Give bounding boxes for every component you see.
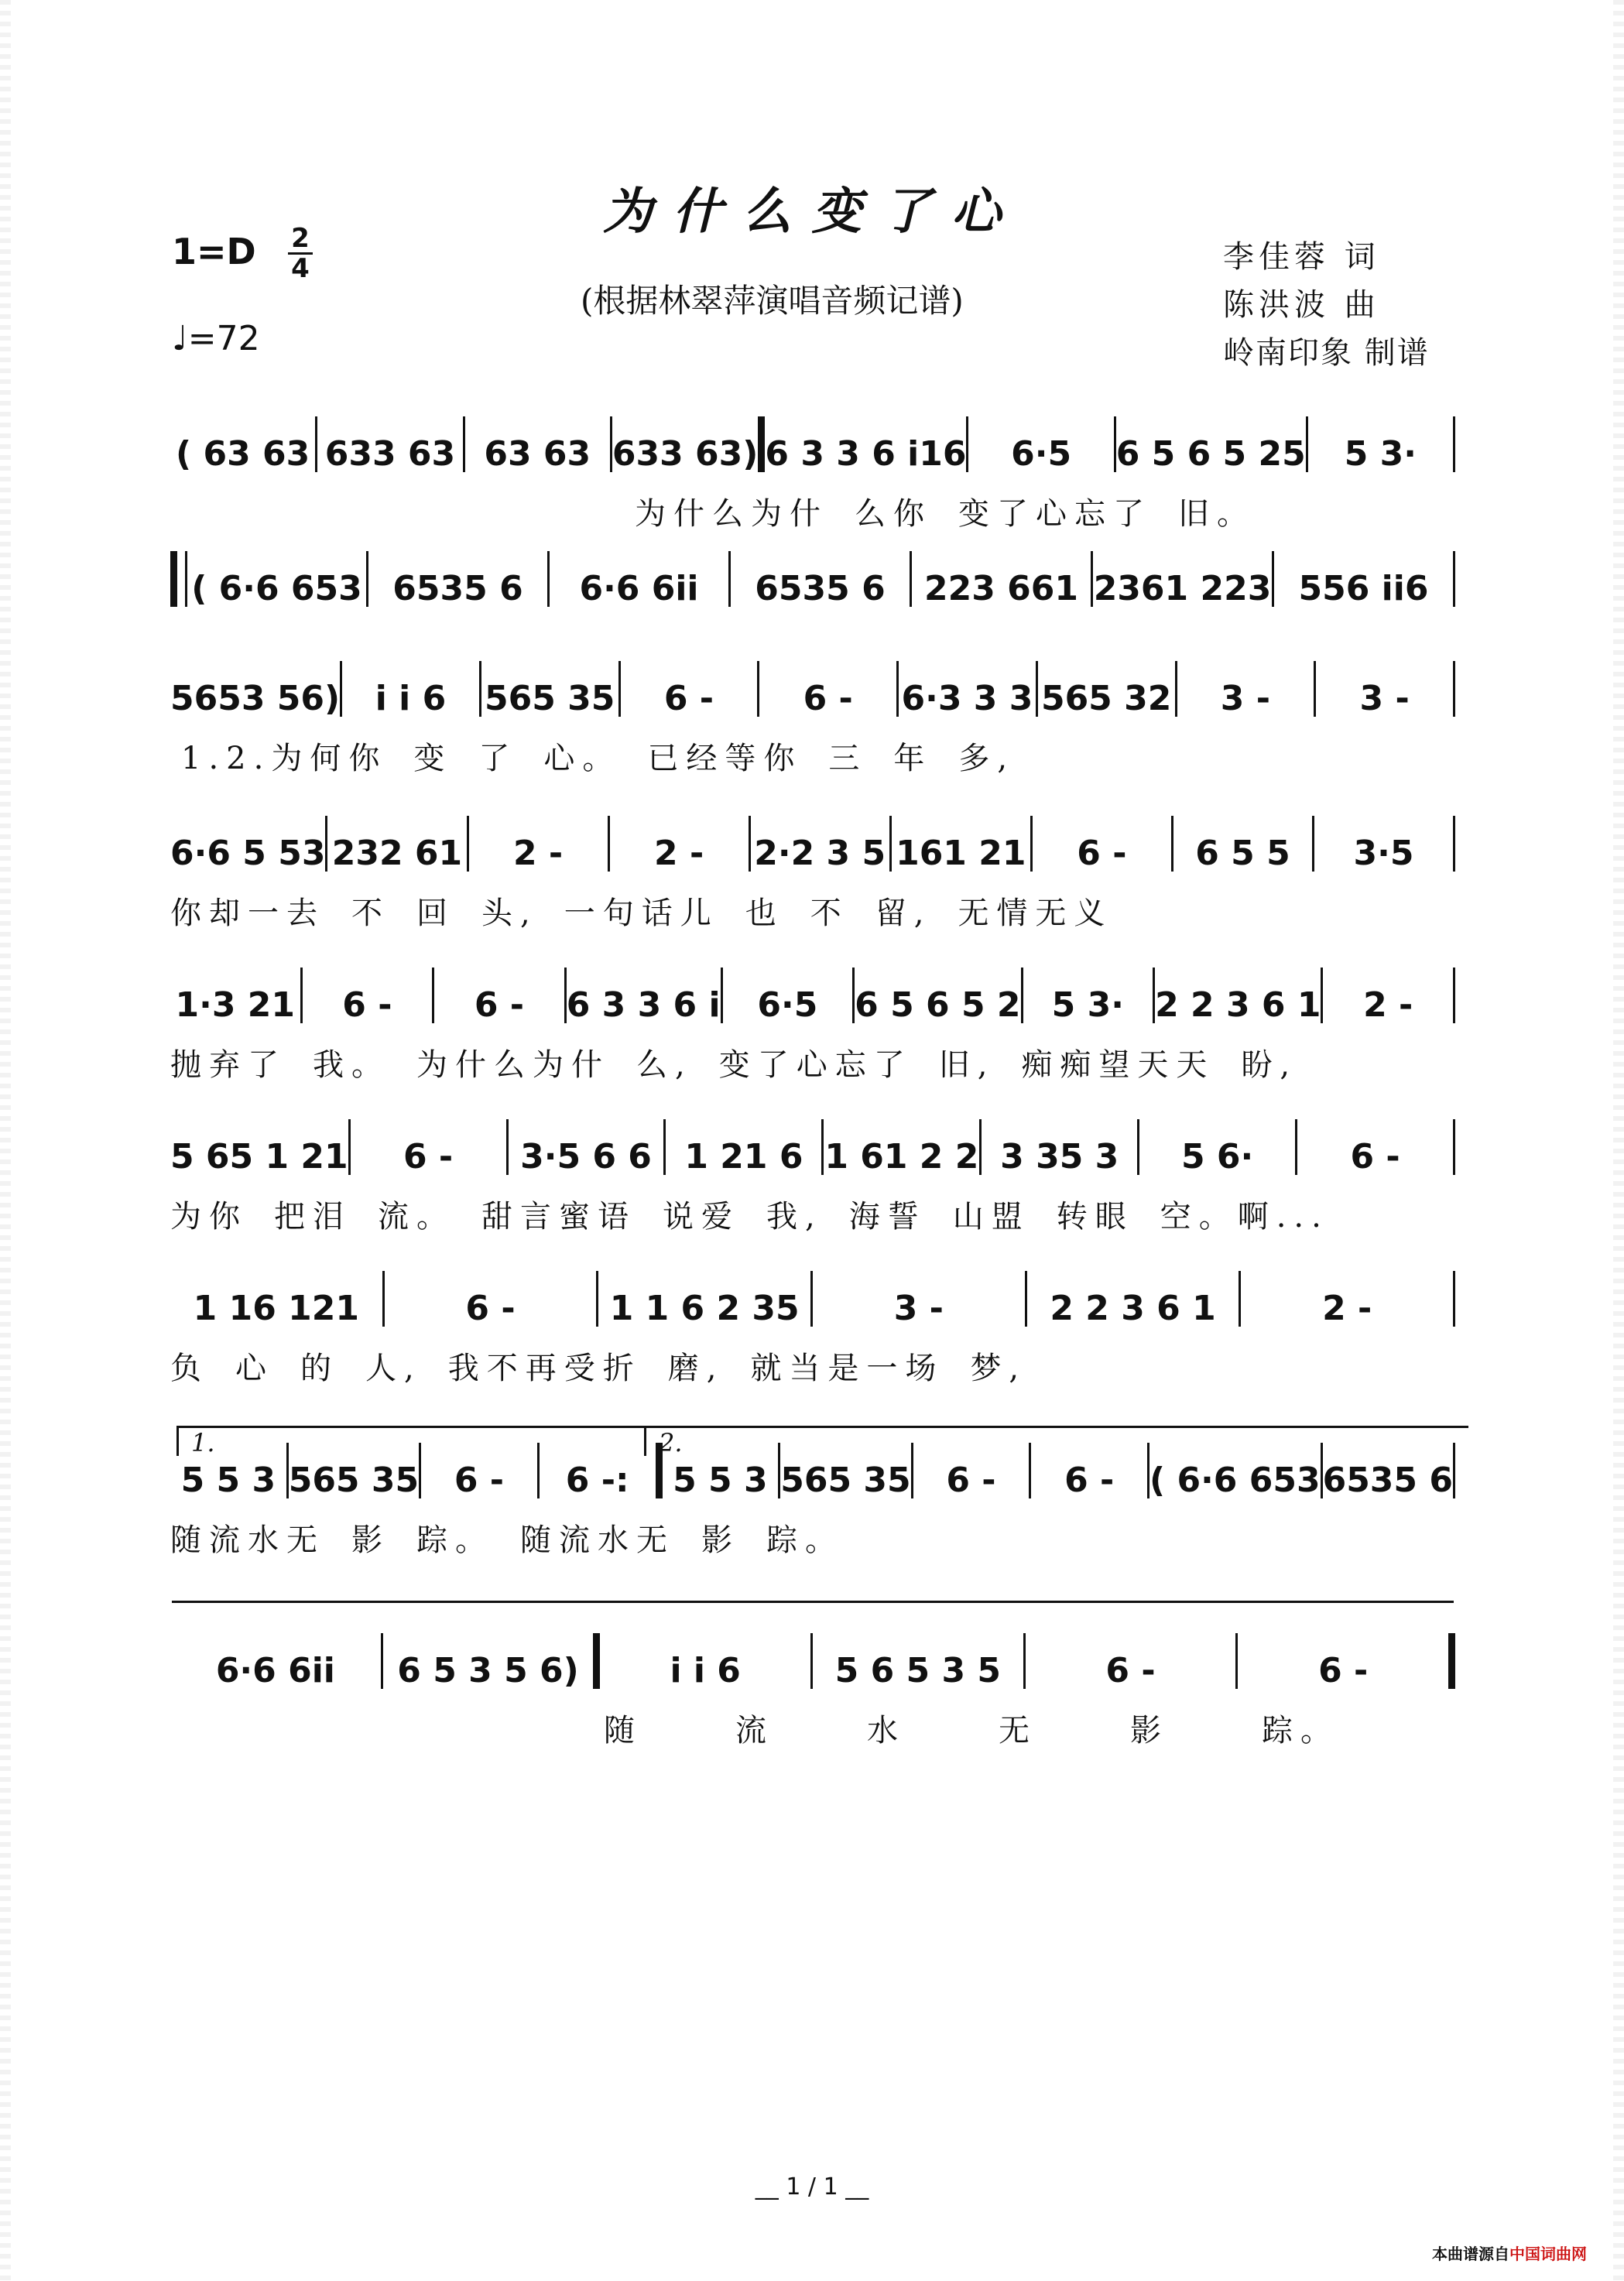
score-system bbox=[170, 1266, 1455, 1390]
measure: 3·5 bbox=[1353, 834, 1414, 873]
measure: 6·5 bbox=[1011, 434, 1072, 474]
lyric-syllable: 甜言蜜语 bbox=[481, 1199, 636, 1235]
double-barline bbox=[758, 416, 765, 472]
score-system bbox=[170, 546, 1455, 670]
lyric-syllable: 盼, bbox=[1241, 1047, 1298, 1083]
measure: 5 6 5 3 5 bbox=[834, 1651, 1002, 1690]
measure: 3 - bbox=[893, 1289, 944, 1328]
measure: 6 - bbox=[663, 679, 714, 718]
lyric-syllable: 踪。 bbox=[416, 1522, 494, 1558]
lyric-line bbox=[170, 1192, 1455, 1238]
lyric-syllable: 为你 bbox=[170, 1199, 248, 1235]
measure: 565 35 bbox=[780, 1461, 911, 1500]
lyric-syllable: 负 bbox=[170, 1351, 209, 1386]
tempo-marking: ♩=72 bbox=[172, 319, 260, 358]
lyric-syllable: 无 bbox=[999, 1713, 1037, 1748]
lyric-syllable: 变了心忘了 bbox=[718, 1047, 913, 1083]
measure: 6 - bbox=[1318, 1651, 1369, 1690]
measure: 6 - bbox=[342, 985, 392, 1025]
measure: 2361 223 bbox=[1093, 569, 1272, 608]
lyric-syllable: 把泪 bbox=[274, 1199, 351, 1235]
measure: 2 2 3 6 1 bbox=[1155, 985, 1321, 1025]
time-signature bbox=[286, 224, 314, 283]
measure: 6·6 6ii bbox=[215, 1651, 335, 1690]
right-margin-decoration bbox=[1613, 0, 1624, 2281]
lyric-syllable: 不 bbox=[351, 896, 390, 931]
measure: 6 3 3 6 i16 bbox=[765, 434, 967, 474]
time-numerator: 2 bbox=[291, 223, 310, 254]
barline bbox=[1453, 551, 1455, 607]
lyric-syllable: 为什么为什 bbox=[635, 496, 828, 532]
lyric-syllable: 随流水无 bbox=[170, 1522, 325, 1558]
measure: 6 - bbox=[403, 1137, 454, 1176]
lyric-syllable: 流 bbox=[735, 1713, 774, 1748]
measure: 556 ii6 bbox=[1298, 569, 1429, 608]
measure: 2 - bbox=[1322, 1289, 1372, 1328]
measure: 6·5 bbox=[757, 985, 818, 1025]
measure: 5 5 3 bbox=[180, 1461, 276, 1500]
measure: i i 6 bbox=[375, 679, 447, 718]
composer-credit: 陈洪波 曲 bbox=[1223, 287, 1380, 323]
measure-line bbox=[170, 546, 1455, 608]
lyric-syllable: 说爱 bbox=[663, 1199, 740, 1235]
measure: 565 35 bbox=[288, 1461, 420, 1500]
footer-brand: 中国词曲网 bbox=[1509, 2245, 1587, 2263]
measure: 6·6 5 53 bbox=[170, 834, 326, 873]
lyric-syllable: 你却一去 bbox=[170, 896, 325, 931]
lyric-syllable: 我, bbox=[766, 1199, 823, 1235]
repeat-start-barline bbox=[170, 551, 187, 607]
lyric-syllable: 的 bbox=[300, 1351, 339, 1386]
lyric-syllable: 海誓 bbox=[848, 1199, 927, 1235]
double-barline bbox=[593, 1633, 600, 1689]
measure: 6 - bbox=[474, 985, 525, 1025]
measure: 2 - bbox=[1363, 985, 1413, 1025]
measure: 6535 6 bbox=[755, 569, 886, 608]
lyric-line bbox=[170, 1516, 1455, 1562]
lyric-syllable: 一句话儿 bbox=[564, 896, 719, 931]
measure: 6 - bbox=[454, 1461, 505, 1500]
lyric-line bbox=[170, 489, 1455, 536]
volta-2: 2. bbox=[644, 1426, 1468, 1456]
measure: 565 32 bbox=[1040, 679, 1172, 718]
measure: 565 35 bbox=[485, 679, 615, 718]
key-signature: 1=D bbox=[172, 231, 256, 272]
volta-1: 1. bbox=[176, 1426, 648, 1456]
measure: 6 - bbox=[1105, 1651, 1156, 1690]
score-system bbox=[170, 1629, 1455, 1752]
time-denominator: 4 bbox=[291, 253, 310, 284]
measure-line bbox=[170, 412, 1455, 474]
double-barline bbox=[1448, 1633, 1455, 1689]
measure: 5 3· bbox=[1051, 985, 1124, 1025]
measure-line bbox=[170, 656, 1455, 718]
measure: 2 - bbox=[512, 834, 564, 873]
lyric-syllable: 随流水无 bbox=[520, 1522, 675, 1558]
lyric-syllable: 踪。 bbox=[766, 1522, 844, 1558]
barline bbox=[1453, 416, 1455, 472]
measure-line bbox=[170, 963, 1455, 1025]
lyric-syllable: 磨, bbox=[667, 1351, 725, 1386]
lyric-syllable: 旧。 bbox=[1178, 496, 1256, 532]
arranger-credit: 岭南印象 制谱 bbox=[1223, 335, 1430, 371]
measure: 6 - bbox=[946, 1461, 996, 1500]
measure: 6 5 3 5 6) bbox=[397, 1651, 579, 1690]
lyric-syllable: 随 bbox=[604, 1713, 642, 1748]
measure: 3 - bbox=[1220, 679, 1270, 718]
measure-line bbox=[170, 811, 1455, 873]
lyric-syllable: 梦, bbox=[970, 1351, 1027, 1386]
measure: 6·3 3 3 bbox=[901, 679, 1033, 718]
lyric-syllable: 水 bbox=[867, 1713, 906, 1748]
measure-line bbox=[170, 1266, 1455, 1328]
measure: i i 6 bbox=[670, 1651, 741, 1690]
measure: 6 - bbox=[1350, 1137, 1400, 1176]
measure: 1·3 21 bbox=[175, 985, 296, 1025]
measure: 6 - bbox=[1064, 1461, 1115, 1500]
score-system bbox=[170, 1438, 1455, 1562]
measure: 1 1 6 2 35 bbox=[609, 1289, 800, 1328]
lyric-syllable: 痴痴望天天 bbox=[1021, 1047, 1215, 1083]
lyric-syllable: 变 bbox=[413, 741, 453, 776]
lyric-syllable: 无情无义 bbox=[958, 896, 1113, 931]
measure: 5 6· bbox=[1181, 1137, 1254, 1176]
score-system bbox=[170, 1115, 1455, 1238]
lyric-syllable: 我不再受折 bbox=[447, 1351, 642, 1386]
measure: 1 16 121 bbox=[193, 1289, 359, 1328]
lyric-syllable: 为什么为什 bbox=[416, 1047, 610, 1083]
lyric-line bbox=[170, 889, 1455, 935]
measure: 232 61 bbox=[331, 834, 463, 873]
lyric-syllable: 头, bbox=[481, 896, 538, 931]
measure: 3·5 6 6 bbox=[520, 1137, 652, 1176]
lyric-syllable: 也 bbox=[745, 896, 784, 931]
barline bbox=[1453, 816, 1455, 872]
measure: 6 - bbox=[803, 679, 853, 718]
measure: 5 3· bbox=[1344, 434, 1417, 474]
lyric-syllable: 年 bbox=[893, 741, 933, 776]
measure: 6535 6 bbox=[392, 569, 523, 608]
measure: 5653 56) bbox=[170, 679, 341, 718]
lyric-syllable: 么, bbox=[636, 1047, 693, 1083]
lyric-syllable: 多, bbox=[958, 741, 1016, 776]
measure: 2·2 3 5 bbox=[754, 834, 886, 873]
lyric-syllable: 已经等你 bbox=[647, 741, 803, 776]
lyric-syllable: 旧, bbox=[938, 1047, 995, 1083]
measure: 6 - bbox=[1077, 834, 1127, 873]
lyric-syllable: 变了心忘了 bbox=[958, 496, 1152, 532]
lyric-syllable: 回 bbox=[416, 896, 455, 931]
lyric-line bbox=[170, 1706, 1455, 1752]
score-system bbox=[170, 412, 1455, 536]
measure: 2 - bbox=[654, 834, 704, 873]
lyric-line bbox=[170, 1344, 1455, 1390]
lyric-syllable: 转眼 bbox=[1056, 1199, 1134, 1235]
lyric-syllable: 踪。 bbox=[1262, 1713, 1339, 1748]
barline bbox=[1453, 1271, 1455, 1327]
measure-line bbox=[170, 1629, 1455, 1690]
lyric-syllable: 空。啊... bbox=[1160, 1199, 1329, 1235]
lyric-line bbox=[170, 734, 1455, 780]
footer-prefix: 本曲谱源自 bbox=[1432, 2245, 1509, 2263]
measure: 5 5 3 bbox=[673, 1461, 768, 1500]
measure: 223 661 bbox=[923, 569, 1078, 608]
measure: 6 5 5 bbox=[1195, 834, 1290, 873]
lyric-line bbox=[170, 1040, 1455, 1087]
measure: 6·6 6ii bbox=[579, 569, 699, 608]
lyric-syllable: 我。 bbox=[313, 1047, 390, 1083]
lyric-syllable: 心。 bbox=[543, 741, 622, 776]
measure: 633 63) bbox=[612, 434, 759, 474]
lyric-syllable: 人, bbox=[365, 1351, 422, 1386]
barline bbox=[1453, 968, 1455, 1023]
lyric-syllable: 1.2.为何你 bbox=[181, 741, 388, 776]
lyric-syllable: 了 bbox=[478, 741, 518, 776]
footer-source bbox=[1432, 2242, 1587, 2264]
song-title: 为什么变了心 bbox=[603, 183, 1021, 241]
lyric-syllable: 影 bbox=[1130, 1713, 1169, 1748]
score-system bbox=[170, 656, 1455, 780]
measure: 6535 6 bbox=[1322, 1461, 1453, 1500]
measure: 1 61 2 2 bbox=[824, 1137, 979, 1176]
measure-line bbox=[170, 1115, 1455, 1176]
measure: 3 - bbox=[1359, 679, 1410, 718]
page-number: __ 1 / 1 __ bbox=[755, 2173, 869, 2201]
lyric-syllable: 三 bbox=[828, 741, 868, 776]
lyric-syllable: 么你 bbox=[855, 496, 932, 532]
measure: 6 5 6 5 25 bbox=[1115, 434, 1306, 474]
lyric-syllable: 山盟 bbox=[952, 1199, 1030, 1235]
measure: ( 6·6 653 bbox=[1149, 1461, 1321, 1500]
lyric-syllable: 留, bbox=[875, 896, 932, 931]
score-system bbox=[170, 963, 1455, 1087]
left-margin-decoration bbox=[0, 0, 11, 2281]
measure: 6 5 6 5 2 bbox=[855, 985, 1021, 1025]
measure: 2 2 3 6 1 bbox=[1050, 1289, 1216, 1328]
lyric-syllable: 影 bbox=[701, 1522, 740, 1558]
measure: 3 35 3 bbox=[1000, 1137, 1119, 1176]
lyric-syllable: 不 bbox=[810, 896, 849, 931]
page-number-text: 1 / 1 bbox=[786, 2173, 838, 2201]
measure: 6 -: bbox=[565, 1461, 629, 1500]
system-overline bbox=[172, 1601, 1454, 1603]
measure: 5 65 1 21 bbox=[170, 1137, 348, 1176]
lyric-syllable: 抛弃了 bbox=[170, 1047, 286, 1083]
measure: ( 6·6 653 bbox=[191, 569, 362, 608]
barline bbox=[1453, 1119, 1455, 1175]
lyricist-credit: 李佳蓉 词 bbox=[1223, 239, 1380, 275]
lyric-syllable: 就当是一场 bbox=[750, 1351, 944, 1386]
lyric-syllable: 心 bbox=[235, 1351, 274, 1386]
measure: 6 3 3 6 i bbox=[566, 985, 721, 1025]
measure: 63 63 bbox=[484, 434, 591, 474]
measure: 1 21 6 bbox=[684, 1137, 803, 1176]
measure: ( 63 63 bbox=[176, 434, 310, 474]
lyric-syllable: 流。 bbox=[378, 1199, 455, 1235]
measure: 6 - bbox=[465, 1289, 516, 1328]
measure: 161 21 bbox=[896, 834, 1026, 873]
source-note: (根据林翠萍演唱音频记谱) bbox=[581, 282, 964, 320]
score-system bbox=[170, 811, 1455, 935]
measure: 633 63 bbox=[324, 434, 456, 474]
barline bbox=[1453, 661, 1455, 717]
lyric-syllable: 影 bbox=[351, 1522, 390, 1558]
